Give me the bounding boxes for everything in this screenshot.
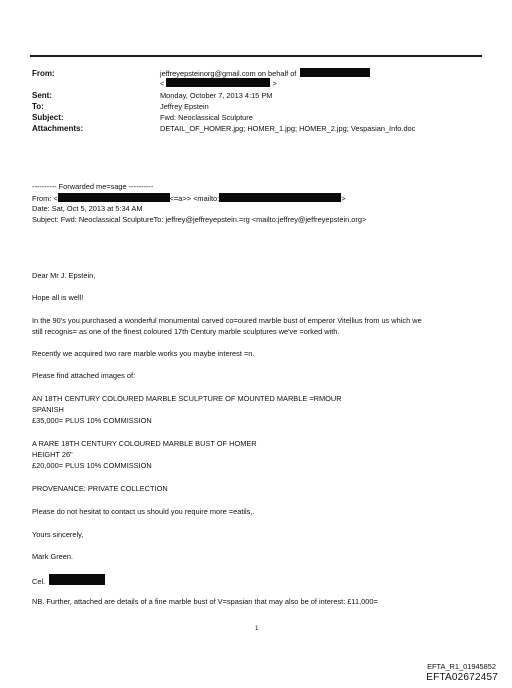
item-2-price: £20,000= PLUS 10% COMMISSION (32, 461, 152, 470)
page-number: 1 (255, 626, 259, 632)
item-2-height: HEIGHT 26" (32, 450, 73, 459)
forwarded-from-middle: <=a>> <mailto: (169, 194, 220, 203)
sent-label: Sent: (32, 91, 52, 100)
contact-line: Please do not hesitat to contact us should you require more =eatils,. (32, 507, 255, 516)
from-value (160, 68, 370, 78)
forwarded-from (32, 193, 346, 203)
hope-line: Hope all is well! (32, 293, 84, 302)
paragraph-1-line-1: In the 90's you purchased a wonderful monumental carved co=oured marble bust of emperor Vitellius from us which we (32, 316, 422, 325)
forwarded-divider: ---------- Forwarded me=sage ---------- (32, 182, 154, 191)
to-label: To: (32, 102, 44, 111)
attachments-value: DETAIL_OF_HOMER.jpg; HOMER_1.jpg; HOMER_2.jpg; Vespasian_Info.doc (160, 124, 416, 133)
forwarded-subject: Subject: Fwd: Neoclassical SculptureTo: jeffrey@jeffreyepstein.=rg <mailto:jeffrey@jeffreyepstein.org> (32, 215, 367, 224)
redaction-box (49, 574, 105, 585)
item-1-origin: SPANISH (32, 405, 64, 414)
cel-label: Cel. (32, 577, 46, 586)
from-close-bracket: > (272, 79, 277, 88)
forwarded-from-prefix: From: < (32, 194, 58, 203)
paragraph-3: Please find attached images of: (32, 371, 136, 380)
header-rule (30, 55, 482, 57)
paragraph-2: Recently we acquired two rare marble works you maybe interest =n. (32, 349, 255, 358)
from-label: From: (32, 69, 55, 78)
sent-value: Monday, October 7, 2013 4:15 PM (160, 91, 273, 100)
redaction-box (58, 193, 170, 202)
forwarded-from-end: > (341, 194, 346, 203)
item-1-price: £35,000= PLUS 10% COMMISSION (32, 416, 152, 425)
provenance: PROVENANCE: PRIVATE COLLECTION (32, 484, 168, 493)
footer-reference-large: EFTA02672457 (426, 672, 498, 683)
closing: Yours sincerely, (32, 530, 84, 539)
signature: Mark Green. (32, 552, 74, 561)
item-2-title: A RARE 18TH CENTURY COLOURED MARBLE BUST OF HOMER (32, 439, 257, 448)
from-open-bracket: < (160, 79, 165, 88)
to-value: Jeffrey Epstein (160, 102, 209, 111)
item-1-title: AN 18TH CENTURY COLOURED MARBLE SCULPTURE OF MOUNTED MARBLE =RMOUR (32, 394, 342, 403)
paragraph-1-line-2: still recognis= as one of the finest coloured 17th Century marble sculptures we've =orked with. (32, 327, 340, 336)
forwarded-date: Date: Sat, Oct 5, 2013 at 5:34 AM (32, 204, 143, 213)
cel-line (32, 574, 105, 586)
redaction-box (166, 78, 270, 87)
from-value-line2 (160, 78, 277, 88)
subject-label: Subject: (32, 113, 64, 122)
attachments-label: Attachments: (32, 124, 84, 133)
subject-value: Fwd: Neoclassical Sculpture (160, 113, 253, 122)
redaction-box (219, 193, 341, 202)
nb-line: NB. Further, attached are details of a fine marble bust of V=spasian that may also be of interest: £11,000= (32, 597, 378, 606)
from-email: jeffreyepsteinorg@gmail.com on behalf of (160, 69, 297, 78)
footer-reference-small: EFTA_R1_01945852 (427, 662, 496, 671)
redaction-box (300, 68, 370, 77)
greeting: Dear Mr J. Epstein, (32, 271, 96, 280)
